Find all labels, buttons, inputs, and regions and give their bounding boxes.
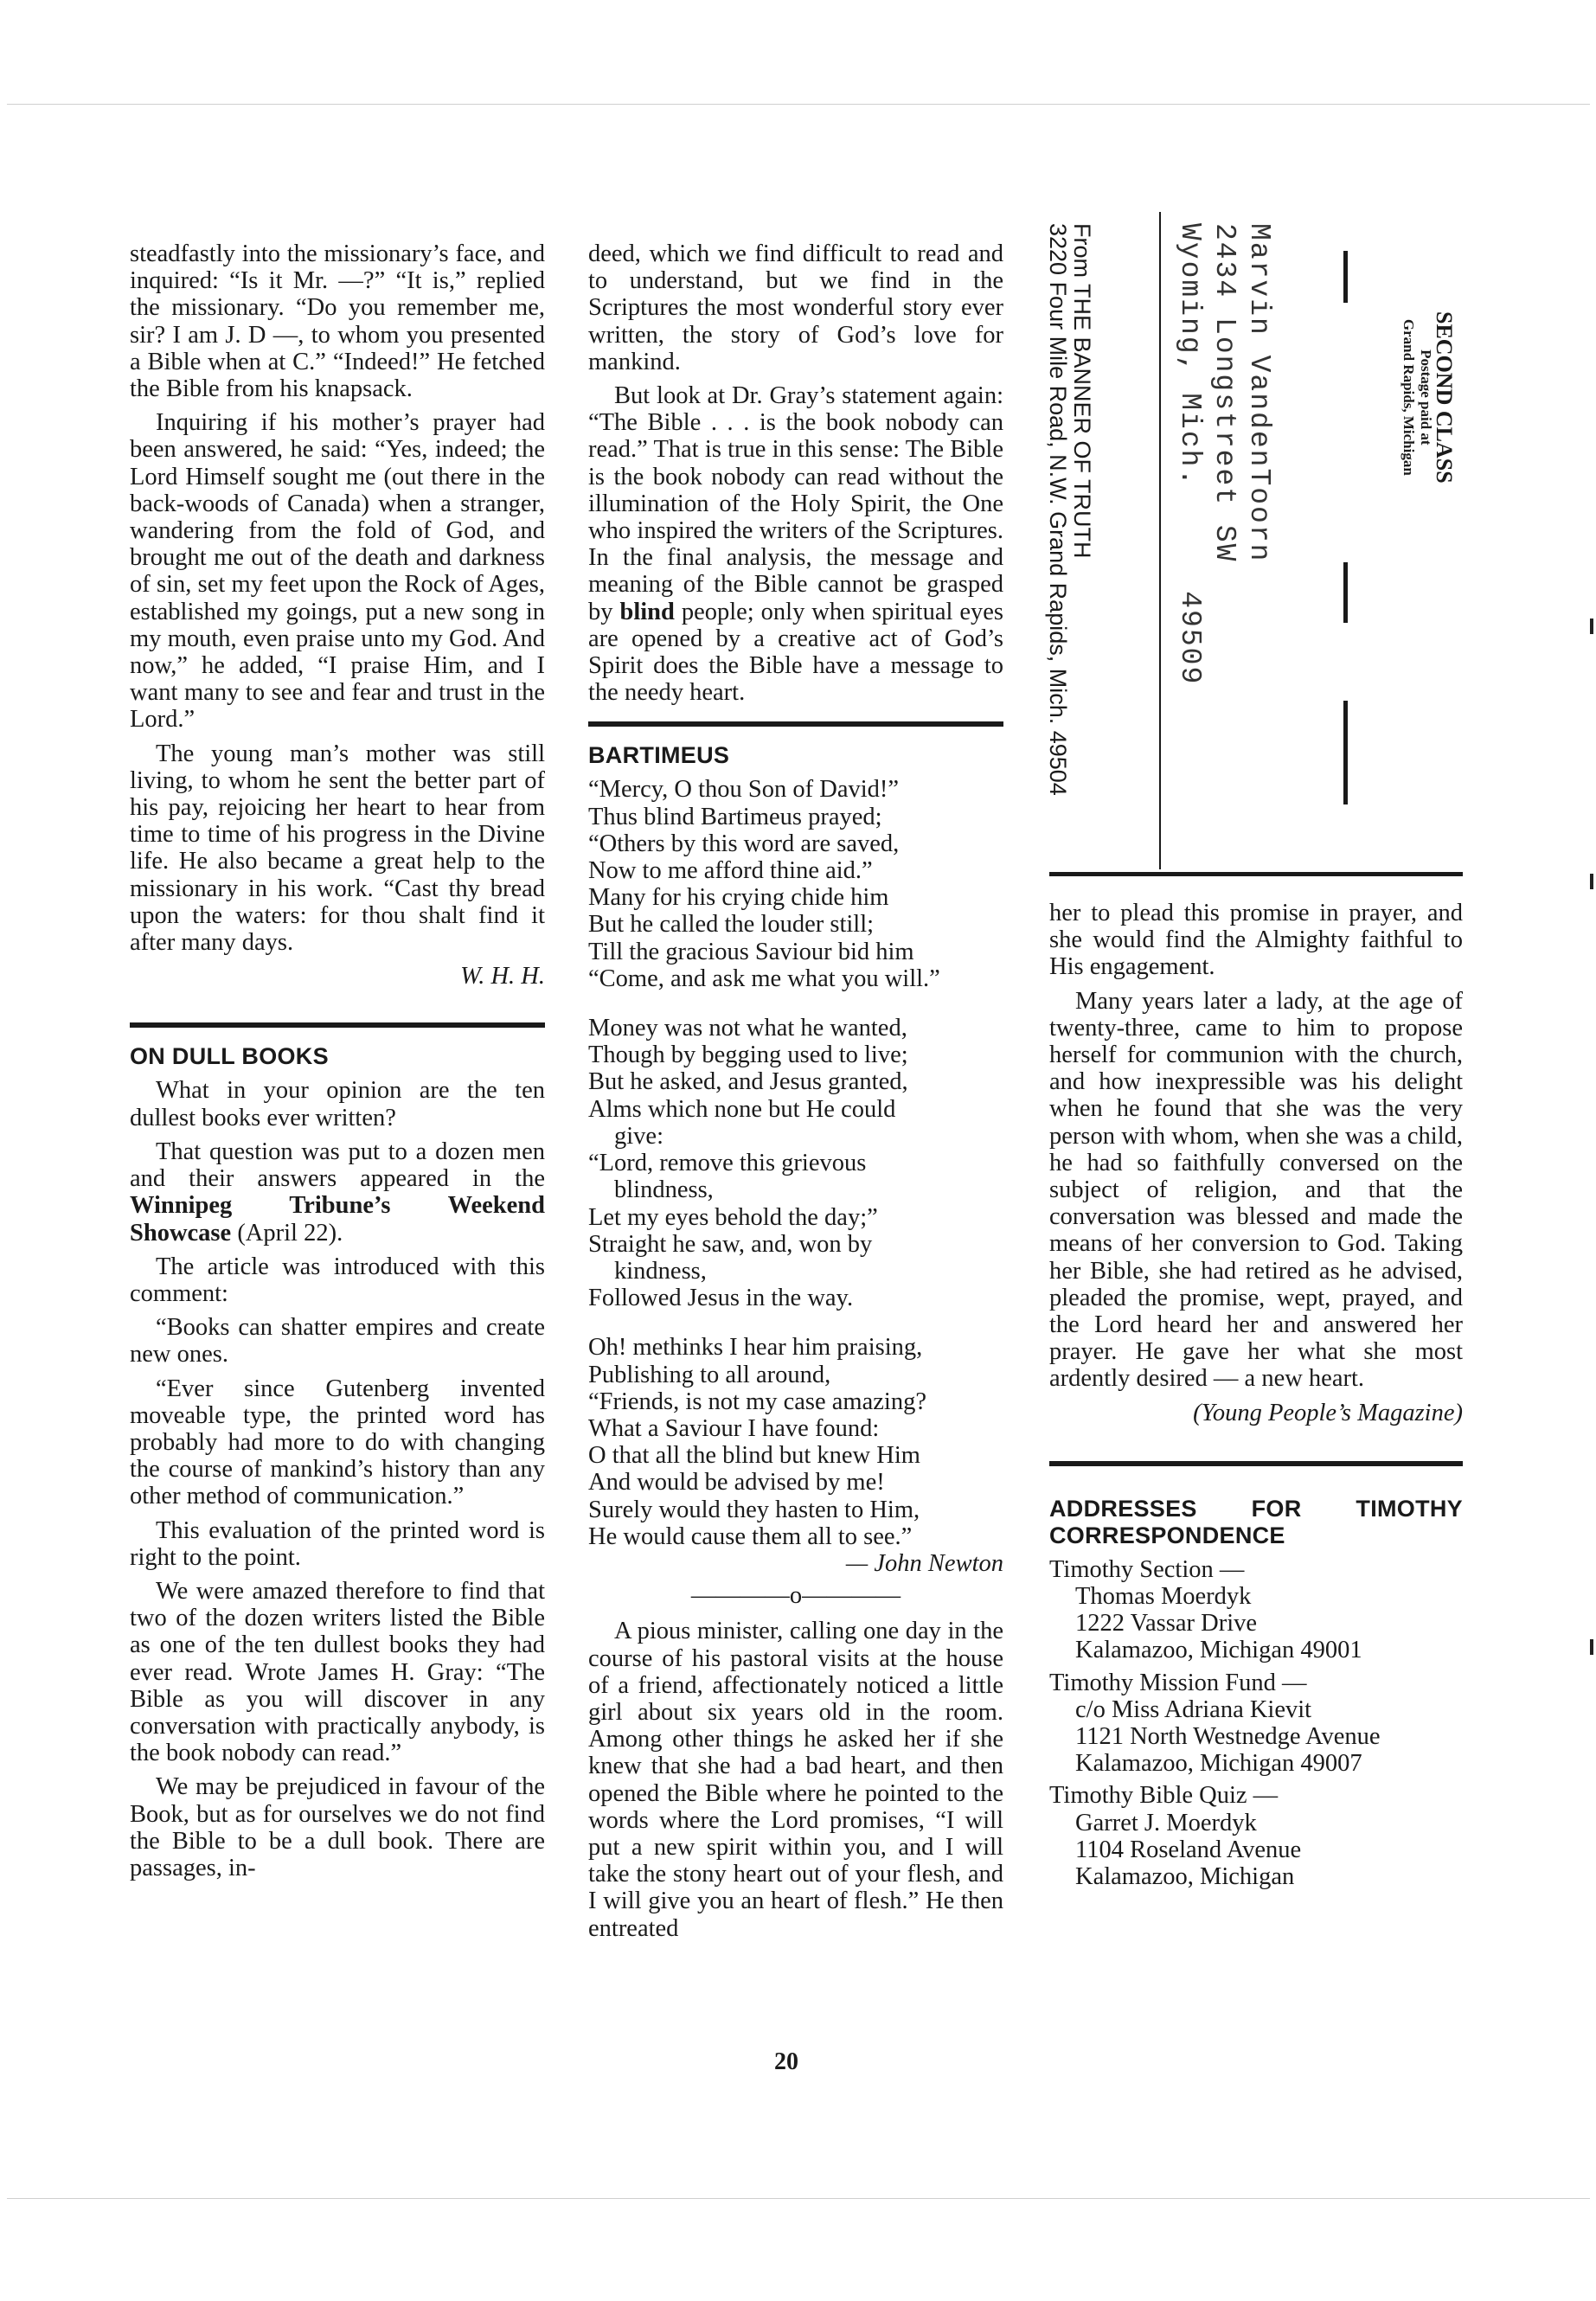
bold-text: blind — [619, 598, 675, 625]
scan-mark — [1590, 874, 1593, 889]
postage-title: SECOND CLASS — [1432, 311, 1457, 484]
poem-line: Straight he saw, and, won by — [588, 1230, 873, 1258]
page-number: 20 — [774, 2048, 798, 2075]
addressee-block — [1172, 223, 1276, 685]
addressee-zip: 49509 — [1174, 591, 1206, 686]
address-label: Timothy Section — — [1049, 1555, 1245, 1583]
address-label: Timothy Bible Quiz — — [1049, 1782, 1279, 1810]
section-heading: ADDRESSES FOR TIMOTHY CORRESPONDENCE — [1049, 1495, 1463, 1548]
poem-line: Thus blind Bartimeus prayed; — [588, 803, 882, 830]
column-middle — [588, 240, 1003, 1949]
paragraph: The article was introduced with this comment: — [130, 1253, 545, 1307]
return-address — [1046, 223, 1094, 796]
poem-line: Let my eyes behold the day;” — [588, 1203, 878, 1231]
ornament-divider: ————o———— — [690, 1582, 901, 1610]
poem-line: He would cause them all to see.” — [588, 1522, 913, 1550]
paragraph: her to plead this promise in prayer, and she would find the Almighty faithful to His engagement. — [1049, 900, 1463, 981]
address-entry — [1049, 1670, 1463, 1778]
column-right — [1049, 900, 1463, 1895]
column-left — [130, 240, 545, 1888]
paragraph: What in your opinion are the ten dullest books ever written? — [130, 1077, 545, 1131]
poem-line: “Mercy, O thou Son of David!” — [588, 776, 900, 804]
label-mark — [1343, 562, 1348, 623]
address-list — [1049, 1556, 1463, 1890]
text: (April 22). — [231, 1219, 343, 1247]
section-heading: ON DULL BOOKS — [130, 1043, 329, 1070]
poem-stanza — [588, 1334, 1003, 1550]
paragraph — [130, 1138, 545, 1247]
paragraph: deed, which we find difficult to read and to understand, but we find in the Scriptures the most wonderful story ever written, the story of God’s love for mankind. — [588, 240, 1003, 375]
address-line: 1222 Vassar Drive — [1075, 1610, 1258, 1638]
address-line: 1121 North Westnedge Avenue — [1075, 1723, 1381, 1751]
paragraph: A pious minister, calling one day in the course of his pastoral visits at the house of a friend, affectionately noticed a little girl about six years old in the room. Among other things he asked her if she knew that she had a bad heart, and then opened the Bible where he pointed to the words where the Lord promises, “I will put a new spirit within you, and I will take the stony heart out of your flesh, and I will give you an heart of flesh.” He then entreated — [588, 1618, 1003, 1942]
poem-line: But he called the louder still; — [588, 911, 875, 939]
address-label: Timothy Mission Fund — — [1049, 1669, 1307, 1696]
address-line: Kalamazoo, Michigan 49001 — [1075, 1637, 1362, 1664]
poem-line: blindness, — [614, 1176, 714, 1204]
address-line: Kalamazoo, Michigan 49007 — [1075, 1750, 1362, 1778]
address-entry — [1049, 1782, 1463, 1890]
paragraph: “Books can shatter empires and create new ones. — [130, 1314, 545, 1368]
poem-line: “Come, and ask me what you will.” — [588, 965, 940, 992]
text: But look at Dr. Gray’s statement again: “The Bible . . . is the book nobody can read.” That is true in this sense: The Bible is the book nobody can read without the illumination of the Holy Spirit, the One who inspired the writers of the Scriptures. In the final analysis, the message and meaning of the Bible cannot be grasped by — [588, 382, 1003, 625]
poem — [588, 776, 1003, 1577]
signature: W. H. H. — [460, 963, 545, 990]
source-attribution: (Young People’s Magazine) — [1193, 1399, 1463, 1426]
addressee-city: Wyoming, Mich. — [1174, 223, 1206, 488]
address-line: 1104 Roseland Avenue — [1075, 1836, 1302, 1863]
scan-mark — [1590, 619, 1593, 634]
address-line: Garret J. Moerdyk — [1075, 1809, 1257, 1836]
poem-line: “Lord, remove this grievous — [588, 1150, 867, 1177]
poem-line: Now to me afford thine aid.” — [588, 857, 873, 885]
text: people; only when spiritual eyes are opened by a creative act of God’s Spirit does the Bible have a message to the needy heart. — [588, 598, 1003, 707]
poem-line: O that all the blind but knew Him — [588, 1442, 920, 1470]
poem-line: kindness, — [614, 1257, 707, 1285]
postage-indicia — [1400, 311, 1457, 484]
address-line: Thomas Moerdyk — [1075, 1583, 1252, 1611]
paragraph: This evaluation of the printed word is right to the point. — [130, 1516, 545, 1571]
paragraph: steadfastly into the missionary’s face, and inquired: “Is it Mr. —?” “It is,” replied the missionary. “Do you remember me, sir? I am J. D —, to whom you presented a Bible when at C.” “Indeed!” He fetched the Bible from his knapsack. — [130, 240, 545, 403]
paragraph: Inquiring if his mother’s prayer had been answered, he said: “Yes, indeed; the Lord Himself sought me (out there in the back-woods of Canada) when a stranger, wandering from the fold of God, and brought me out of the death and darkness of sin, set my feet upon the Rock of Ages, established my goings, put a new song in my mouth, even praise unto my God. And now,” he added, “I praise Him, and I want many to see and fear and trust in the Lord.” — [130, 409, 545, 734]
poem-line: “Friends, is not my case amazing? — [588, 1388, 926, 1415]
scan-mark — [1590, 1639, 1593, 1655]
return-address-line: From THE BANNER OF TRUTH — [1069, 223, 1095, 559]
paragraph: We may be prejudiced in favour of the Book, but as for ourselves we do not find the Bible to be a dull book. There are passages, in- — [130, 1773, 545, 1881]
label-mark — [1343, 701, 1348, 804]
paragraph: “Ever since Gutenberg invented moveable type, the printed word has probably had more to do with changing the course of mankind’s history than any other method of communication.” — [130, 1375, 545, 1510]
section-divider — [588, 721, 1003, 727]
poem-line: Followed Jesus in the way. — [588, 1285, 854, 1312]
poem-stanza — [588, 776, 1003, 992]
return-address-line: 3220 Four Mile Road, N.W. Grand Rapids, Mich. 49504 — [1045, 223, 1071, 796]
poem-line: And would be advised by me! — [588, 1469, 885, 1497]
address-line: Kalamazoo, Michigan — [1075, 1863, 1295, 1891]
paragraph: The young man’s mother was still living, to whom he sent the better part of his pay, rejoicing her heart to hear from time to time of his progress in the Divine life. He also became a great help to the missionary in his work. “Cast thy bread upon the waters: for thou shalt find it after many days. — [130, 740, 545, 957]
addressee-city-line — [1172, 223, 1207, 685]
poem-line: Surely would they hasten to Him, — [588, 1496, 920, 1523]
poem-line: Though by begging used to live; — [588, 1042, 908, 1069]
paragraph: Many years later a lady, at the age of twenty-three, came to him to propose herself for communion with the church, and how inexpressible was his delight when he found that she was the very person with whom, when she was a child, he had so faithfully conversed on the subject of religion, and that the conversation was blessed and made the means of her conversion to God. Taking her Bible, she had retired as he advised, pleaded the promise, wept, prayed, and the Lord heard her and answered her prayer. He gave her what she most ardently desired — a new heart. — [1049, 987, 1463, 1393]
poem-line: give: — [614, 1122, 663, 1150]
poem-line: Many for his crying chide him — [588, 884, 889, 912]
section-divider — [130, 1022, 545, 1028]
poem-line: Alms which none but He could — [588, 1095, 896, 1123]
paragraph: We were amazed therefore to find that two of the dozen writers listed the Bible as one of the ten dullest books they had ever read. Wrote James H. Gray: “The Bible as you will discover in any conversation with practically anybody, is the book nobody can read.” — [130, 1577, 545, 1767]
paragraph — [588, 382, 1003, 706]
postage-line: Postage paid at — [1418, 349, 1434, 445]
poem-attribution: — John Newton — [845, 1549, 1003, 1577]
addressee-name: Marvin VandenToorn — [1243, 223, 1275, 563]
poem-line: “Others by this word are saved, — [588, 830, 900, 857]
addressee-street: 2434 Longstreet SW — [1208, 223, 1240, 563]
postage-line: Grand Rapids, Michigan — [1401, 318, 1417, 476]
poem-line: Till the gracious Saviour bid him — [588, 938, 914, 965]
section-divider — [1049, 872, 1463, 876]
label-border — [1159, 212, 1161, 869]
bold-text: Winnipeg Tribune’s Weekend Showcase — [130, 1192, 545, 1247]
address-entry — [1049, 1556, 1463, 1664]
section-heading: BARTIMEUS — [588, 742, 730, 769]
poem-line: Money was not what he wanted, — [588, 1015, 907, 1042]
section-divider — [1049, 1461, 1463, 1466]
poem-stanza — [588, 1015, 1003, 1311]
poem-line: Oh! methinks I hear him praising, — [588, 1334, 923, 1362]
poem-line: What a Saviour I have found: — [588, 1414, 880, 1442]
poem-line: Publishing to all around, — [588, 1361, 831, 1388]
text: That question was put to a dozen men and their answers appeared in the — [130, 1138, 545, 1193]
address-line: c/o Miss Adriana Kievit — [1075, 1695, 1312, 1723]
poem-line: But he asked, and Jesus granted, — [588, 1068, 908, 1096]
label-mark — [1343, 251, 1348, 303]
